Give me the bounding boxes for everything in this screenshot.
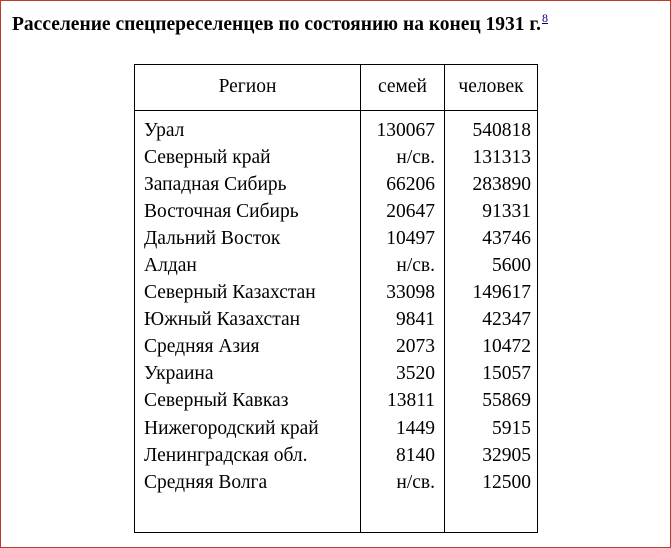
cell-people: 540818 bbox=[472, 120, 531, 141]
cell-families: 13811 bbox=[386, 390, 435, 412]
cell-families: 1449 bbox=[396, 417, 435, 439]
settlement-table bbox=[134, 64, 538, 533]
table-row bbox=[135, 171, 537, 198]
cell-region: Украина bbox=[144, 363, 214, 385]
cell-families: н/св. bbox=[396, 147, 435, 169]
cell-families: 9841 bbox=[396, 309, 435, 331]
cell-people: 15057 bbox=[482, 363, 531, 385]
table-row bbox=[135, 198, 537, 225]
table-row bbox=[135, 306, 537, 333]
table-body bbox=[135, 117, 537, 496]
cell-people: 149617 bbox=[472, 282, 531, 304]
cell-families: н/св. bbox=[396, 471, 435, 493]
cell-families: 10497 bbox=[386, 228, 435, 250]
table-row bbox=[135, 442, 537, 469]
cell-people: 283890 bbox=[472, 174, 531, 196]
header-families: семей bbox=[378, 76, 427, 97]
cell-people: 32905 bbox=[482, 444, 531, 466]
cell-people: 91331 bbox=[482, 201, 531, 223]
table-row bbox=[135, 469, 537, 496]
cell-families: 3520 bbox=[396, 363, 435, 385]
header-divider bbox=[135, 110, 537, 111]
cell-people: 5915 bbox=[492, 417, 531, 439]
cell-people: 10472 bbox=[482, 336, 531, 358]
cell-families: н/св. bbox=[396, 255, 435, 277]
header-people: человек bbox=[458, 76, 524, 97]
cell-families: 8140 bbox=[396, 444, 435, 466]
table-row bbox=[135, 225, 537, 252]
cell-region: Северный край bbox=[144, 147, 271, 169]
cell-people: 55869 bbox=[482, 390, 531, 412]
cell-people: 5600 bbox=[492, 255, 531, 277]
table-row bbox=[135, 415, 537, 442]
page-title-text: Расселение спецпереселенцев по состоянию на конец 1931 г. bbox=[12, 14, 541, 35]
table-row bbox=[135, 333, 537, 360]
cell-people: 12500 bbox=[482, 471, 531, 493]
cell-region: Восточная Сибирь bbox=[144, 201, 299, 223]
cell-region: Южный Казахстан bbox=[144, 309, 301, 331]
table-row bbox=[135, 144, 537, 171]
cell-region: Алдан bbox=[144, 255, 197, 277]
cell-people: 43746 bbox=[482, 228, 531, 250]
page-title bbox=[12, 13, 548, 38]
cell-people: 131313 bbox=[472, 147, 531, 169]
table-row bbox=[135, 279, 537, 306]
footnote-link[interactable]: 8 bbox=[541, 11, 548, 25]
cell-region: Урал bbox=[144, 120, 185, 141]
cell-region: Средняя Азия bbox=[144, 336, 260, 358]
cell-region: Средняя Волга bbox=[144, 471, 268, 493]
table-row bbox=[135, 387, 537, 414]
header-region: Регион bbox=[218, 76, 277, 97]
cell-families: 33098 bbox=[386, 282, 435, 304]
cell-region: Северный Казахстан bbox=[144, 282, 316, 304]
cell-families: 66206 bbox=[386, 174, 435, 196]
cell-families: 2073 bbox=[396, 336, 435, 358]
table-row bbox=[135, 360, 537, 387]
cell-region: Северный Кавказ bbox=[144, 390, 289, 412]
table-row bbox=[135, 117, 537, 144]
cell-families: 130067 bbox=[376, 120, 435, 141]
cell-region: Нижегородский край bbox=[144, 417, 319, 439]
cell-region: Западная Сибирь bbox=[144, 174, 287, 196]
cell-region: Дальний Восток bbox=[144, 228, 281, 250]
cell-families: 20647 bbox=[386, 201, 435, 223]
cell-people: 42347 bbox=[482, 309, 531, 331]
table-row bbox=[135, 252, 537, 279]
cell-region: Ленинградская обл. bbox=[144, 444, 308, 466]
